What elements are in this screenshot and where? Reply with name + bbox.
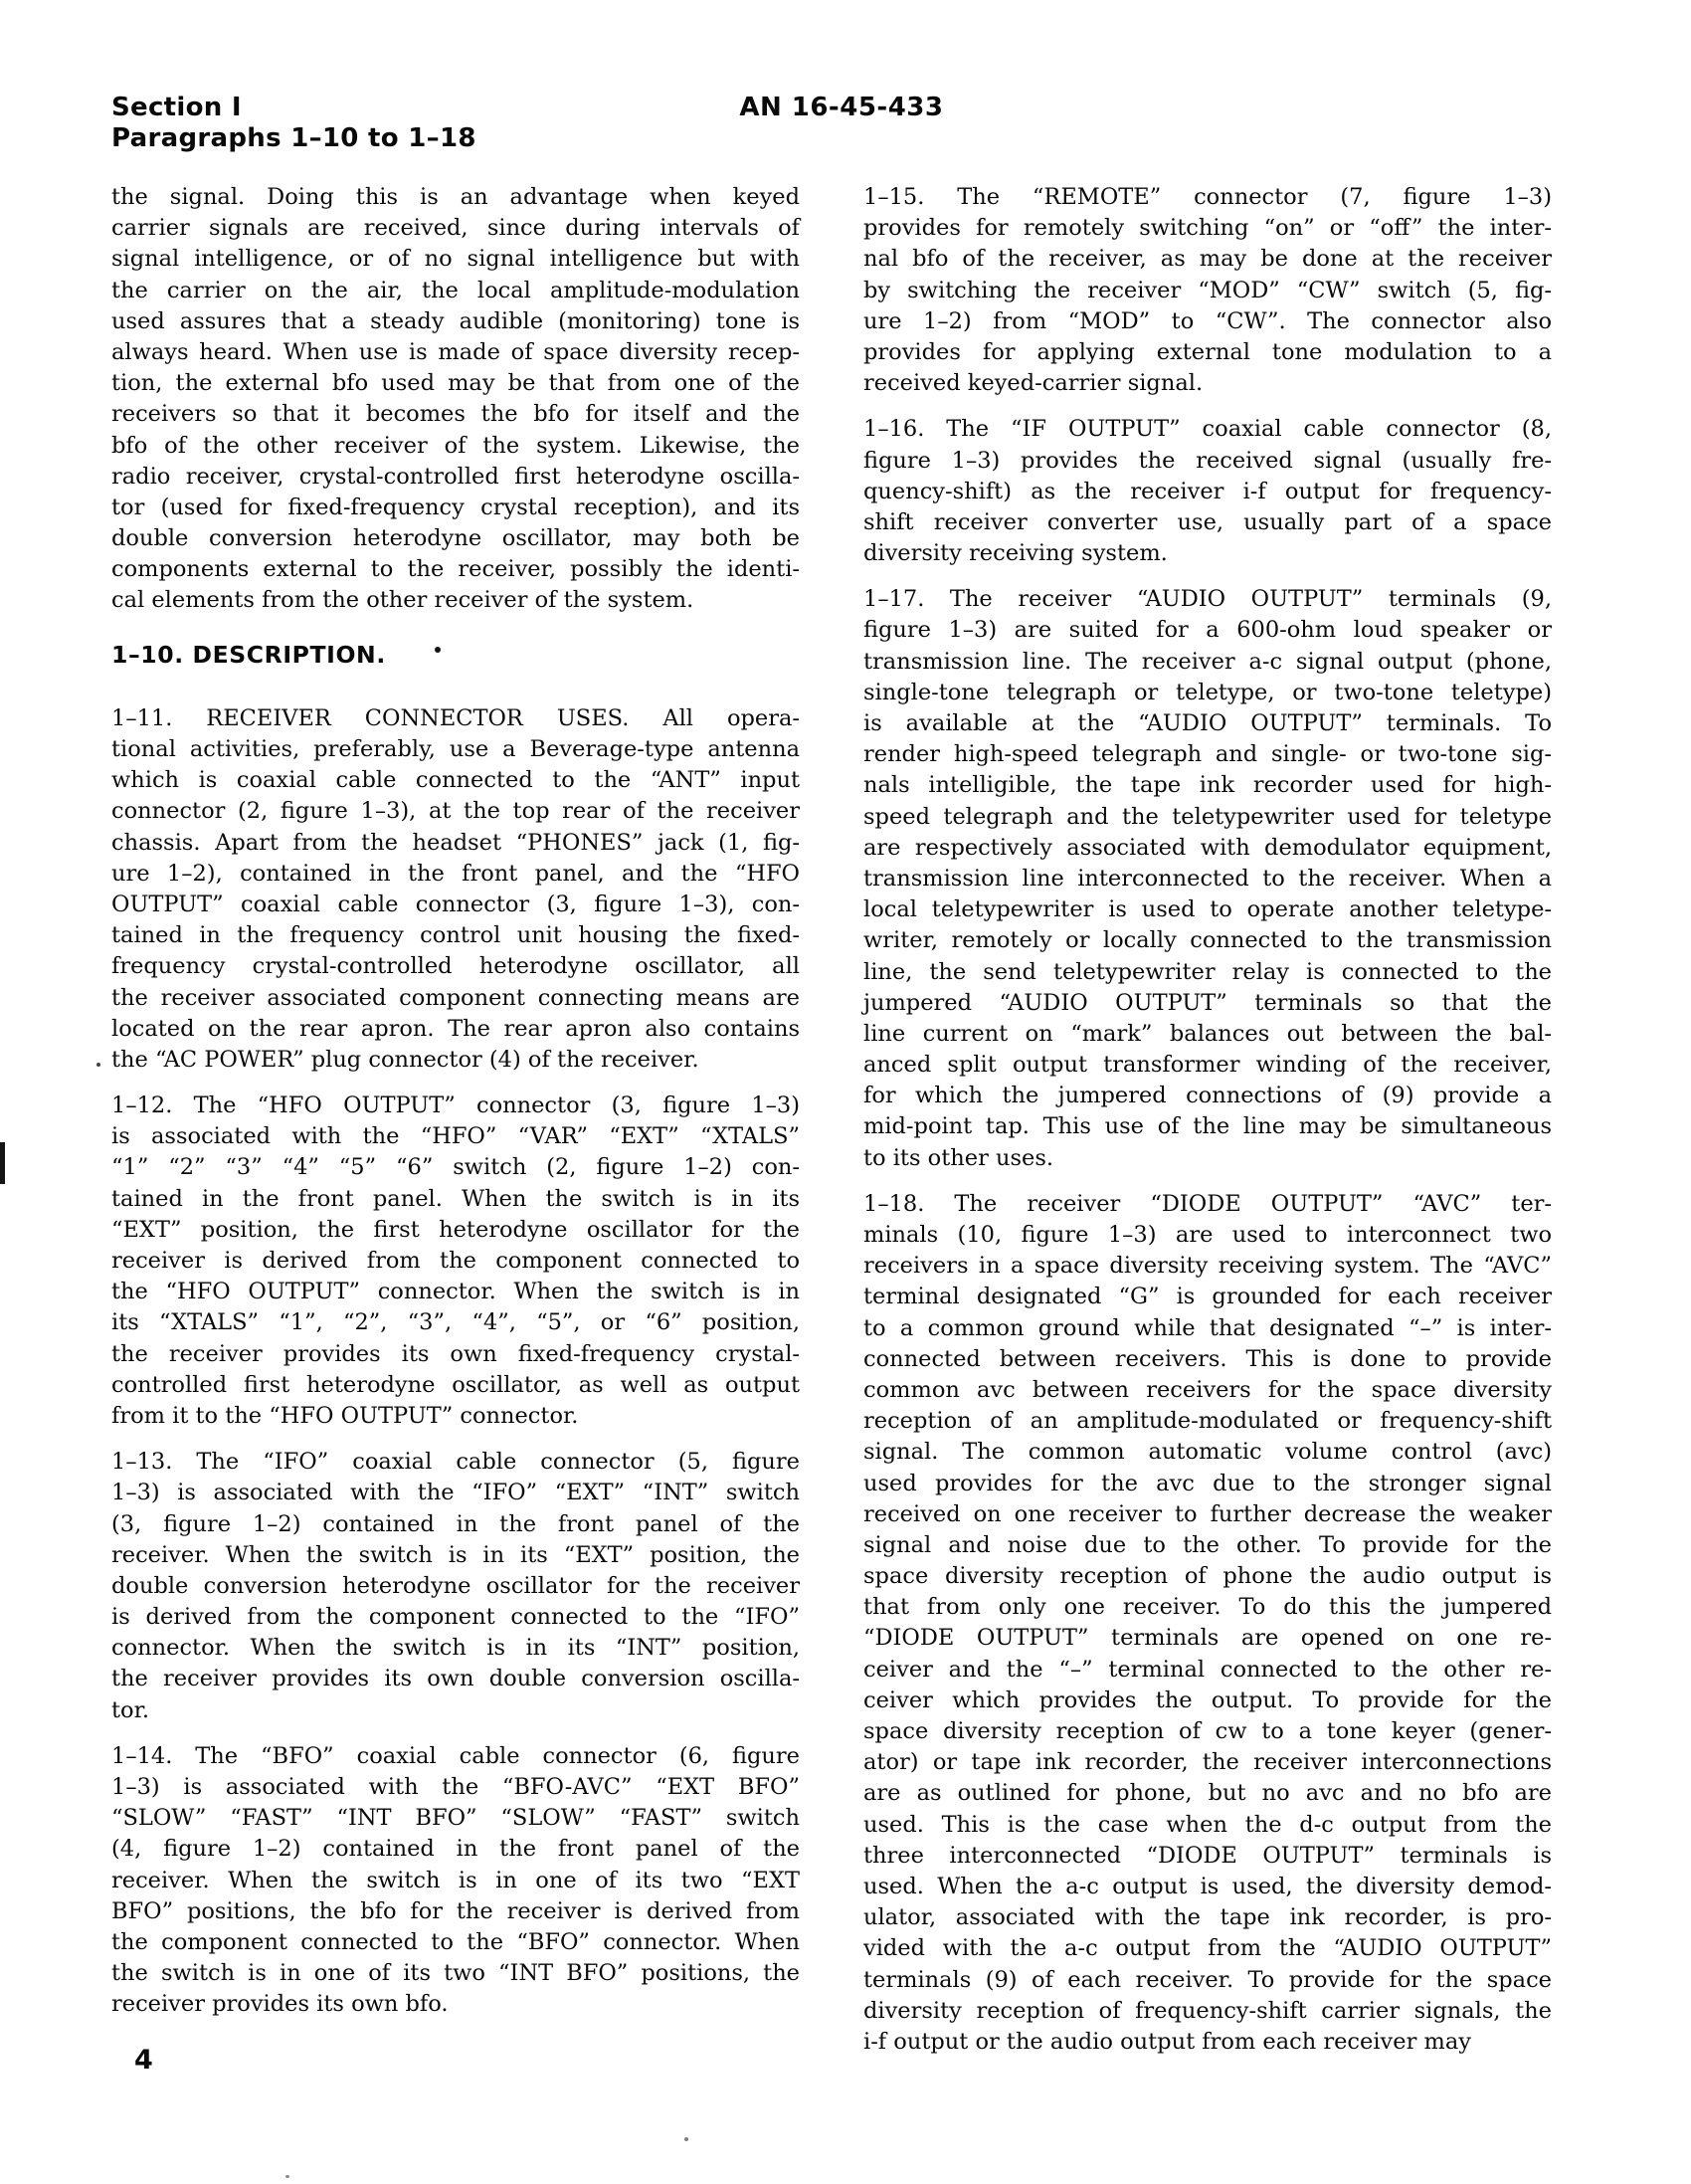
text-line: cal elements from the other receiver of the system. (111, 587, 694, 614)
scan-artifact-dot (96, 1063, 100, 1067)
text-line: terminal designated “G” is grounded for each receiver (863, 1284, 1552, 1310)
text-line: receivers in a space diversity receiving system. The “AVC” (863, 1253, 1552, 1280)
text-line: that from only one receiver. To do this the jumpered (863, 1594, 1552, 1621)
text-line: tained in the frequency control unit housing the fixed- (111, 922, 800, 949)
text-line: bfo of the other receiver of the system. Likewise, the (111, 432, 800, 459)
text-line: OUTPUT” coaxial cable connector (3, figure 1–3), con- (111, 891, 800, 917)
text-line: 1–16. The “IF OUTPUT” coaxial cable connector (8, (863, 416, 1552, 443)
text-line: ure 1–2) from “MOD” to “CW”. The connector also (863, 307, 1552, 334)
paragraph (111, 703, 800, 1076)
text-line: the component connected to the “BFO” connector. When (111, 1928, 800, 1955)
paragraph (111, 182, 800, 617)
text-line: 1–3) is associated with the “IFO” “EXT” “INT” switch (111, 1480, 800, 1506)
text-line: receiver. When the switch is in one of its two “EXT (111, 1867, 800, 1893)
text-line: 1–17. The receiver “AUDIO OUTPUT” terminals (9, (863, 586, 1552, 613)
text-line: always heard. When use is made of space diversity recep- (111, 338, 800, 365)
text-line: connector. When the switch is in its “INT” position, (111, 1635, 800, 1662)
text-line: tion, the external bfo used may be that from one of the (111, 370, 800, 397)
text-line: mid-point tap. This use of the line may be simultaneous (863, 1113, 1552, 1140)
text-line: vided with the a-c output from the “AUDIO OUTPUT” (863, 1935, 1552, 1962)
text-line: nal bfo of the receiver, as may be done at the receiver (863, 246, 1552, 273)
text-line: provides for applying external tone modulation to a (863, 338, 1552, 365)
text-line: 1–13. The “IFO” coaxial cable connector (5, figure (111, 1449, 800, 1476)
text-line: double conversion heterodyne oscillator for the receiver (111, 1572, 800, 1599)
left-column (111, 182, 800, 2073)
text-line: from it to the “HFO OUTPUT” connector. (111, 1402, 579, 1429)
section-title: Section I (111, 93, 242, 122)
text-line: the “AC POWER” plug connector (4) of the receiver. (111, 1046, 699, 1073)
text-line: tor (used for fixed-frequency crystal reception), and its (111, 494, 800, 520)
text-line: figure 1–3) provides the received signal (usually fre- (863, 447, 1552, 474)
paragraph (863, 414, 1552, 569)
text-line: receiver. When the switch is in its “EXT” position, the (111, 1541, 800, 1568)
text-line: tor. (111, 1696, 150, 1723)
text-line: are respectively associated with demodulator equipment, (863, 834, 1552, 861)
text-line: 1–14. The “BFO” coaxial cable connector (6, figure (111, 1742, 800, 1769)
text-line: double conversion heterodyne oscillator, may both be (111, 525, 800, 552)
text-line: space diversity reception of phone the audio output is (863, 1563, 1552, 1590)
text-line: BFO” positions, the bfo for the receiver is derived from (111, 1897, 800, 1924)
text-line: to its other uses. (863, 1144, 1054, 1171)
text-line: components external to the receiver, possibly the identi- (111, 556, 800, 583)
text-line: “SLOW” “FAST” “INT BFO” “SLOW” “FAST” switch (111, 1805, 800, 1832)
text-line: signal intelligence, or of no signal intelligence but with (111, 246, 800, 273)
text-line: are as outlined for phone, but no avc and no bfo are (863, 1780, 1552, 1807)
text-line: located on the rear apron. The rear apron also contains (111, 1015, 800, 1042)
text-line: used. This is the case when the d-c output from the (863, 1811, 1552, 1838)
text-line: to a common ground while that designated “–” is inter- (863, 1314, 1552, 1341)
text-line: for which the jumpered connections of (9) provide a (863, 1083, 1552, 1109)
text-line: 1–11. RECEIVER CONNECTOR USES. All opera- (111, 704, 800, 731)
text-line: line current on “mark” balances out between the bal- (863, 1020, 1552, 1047)
text-line: space diversity reception of cw to a tone keyer (gener- (863, 1718, 1552, 1744)
text-line: reception of an amplitude-modulated or frequency-shift (863, 1408, 1552, 1435)
text-line: figure 1–3) are suited for a 600-ohm loud speaker or (863, 617, 1552, 644)
text-line: diversity receiving system. (863, 540, 1168, 567)
text-line: “EXT” position, the first heterodyne oscillator for the (111, 1216, 800, 1243)
text-line: used assures that a steady audible (monitoring) tone is (111, 307, 800, 334)
text-line: the receiver associated component connecting means are (111, 984, 800, 1011)
text-line: chassis. Apart from the headset “PHONES” jack (1, fig- (111, 829, 800, 856)
paragraph (863, 182, 1552, 399)
page-number: 4 (134, 2045, 153, 2076)
scan-artifact-dot (435, 647, 441, 653)
scan-artifact-dot (684, 2137, 688, 2141)
text-line: carrier signals are received, since during intervals of (111, 215, 800, 242)
text-line: 1–10. DESCRIPTION. (111, 640, 386, 669)
text-line: connected between receivers. This is done to provide (863, 1345, 1552, 1372)
text-line: controlled first heterodyne oscillator, as well as output (111, 1371, 800, 1398)
section-heading (111, 640, 800, 671)
paragraph (863, 1189, 1552, 2058)
paragraph (111, 1741, 800, 2021)
text-line: transmission line. The receiver a-c signal output (phone, (863, 648, 1552, 675)
text-line: shift receiver converter use, usually part of a space (863, 508, 1552, 535)
text-line: single-tone telegraph or teletype, or two-tone teletype) (863, 679, 1552, 705)
text-line: the signal. Doing this is an advantage when keyed (111, 184, 800, 210)
paragraph (111, 1447, 800, 1726)
text-line: is associated with the “HFO” “VAR” “EXT” “XTALS” (111, 1123, 800, 1150)
paragraph (111, 1091, 800, 1432)
text-line: is derived from the component connected to the “IFO” (111, 1604, 800, 1631)
text-line: 1–18. The receiver “DIODE OUTPUT” “AVC” ter- (863, 1190, 1552, 1217)
text-line: three interconnected “DIODE OUTPUT” terminals is (863, 1842, 1552, 1869)
text-line: “1” “2” “3” “4” “5” “6” switch (2, figure 1–2) con- (111, 1154, 800, 1181)
text-line: the carrier on the air, the local amplitude-modulation (111, 277, 800, 303)
text-line: tained in the front panel. When the switch is in its (111, 1185, 800, 1212)
text-line: radio receiver, crystal-controlled first heterodyne oscilla- (111, 463, 800, 490)
text-line: jumpered “AUDIO OUTPUT” terminals so that the (863, 989, 1552, 1016)
text-line: speed telegraph and the teletypewriter used for teletype (863, 803, 1552, 830)
text-line: which is coaxial cable connected to the “ANT” input (111, 767, 800, 794)
text-line: local teletypewriter is used to operate another teletype- (863, 896, 1552, 923)
text-line: signal. The common automatic volume control (avc) (863, 1439, 1552, 1466)
text-line: i-f output or the audio output from each receiver may (863, 2028, 1471, 2055)
scan-artifact-edge-mark (0, 1142, 5, 1184)
text-line: ulator, associated with the tape ink recorder, is pro- (863, 1904, 1552, 1931)
text-line: 1–15. The “REMOTE” connector (7, figure 1–3) (863, 184, 1552, 210)
text-line: transmission line interconnected to the receiver. When a (863, 865, 1552, 892)
text-line: tional activities, preferably, use a Beverage-type antenna (111, 736, 800, 762)
text-line: used. When the a-c output is used, the diversity demod- (863, 1873, 1552, 1899)
paragraph (863, 584, 1552, 1174)
text-line: receivers so that it becomes the bfo for itself and the (111, 401, 800, 428)
text-line: nals intelligible, the tape ink recorder used for high- (863, 772, 1552, 799)
text-line: “DIODE OUTPUT” terminals are opened on one re- (863, 1625, 1552, 1652)
page-header-left (111, 93, 476, 154)
doc-number: AN 16-45-433 (739, 93, 944, 122)
text-line: the receiver provides its own double conversion oscilla- (111, 1666, 800, 1692)
text-line: used provides for the avc due to the stronger signal (863, 1470, 1552, 1496)
paragraph-range: Paragraphs 1–10 to 1–18 (111, 123, 476, 153)
text-line: ceiver which provides the output. To provide for the (863, 1687, 1552, 1713)
text-line: the receiver provides its own fixed-frequency crystal- (111, 1340, 800, 1367)
two-column-text (111, 182, 1552, 2073)
text-line: the “HFO OUTPUT” connector. When the switch is in (111, 1279, 800, 1305)
text-line: common avc between receivers for the space diversity (863, 1376, 1552, 1403)
text-line: 1–3) is associated with the “BFO-AVC” “EXT BFO” (111, 1774, 800, 1800)
text-line: frequency crystal-controlled heterodyne oscillator, all (111, 953, 800, 980)
text-line: received keyed-carrier signal. (863, 370, 1204, 397)
text-line: receiver provides its own bfo. (111, 1991, 449, 2018)
text-line: ator) or tape ink recorder, the receiver interconnections (863, 1749, 1552, 1776)
text-line: render high-speed telegraph and single- or two-tone sig- (863, 741, 1552, 768)
text-line: provides for remotely switching “on” or “off” the inter- (863, 215, 1552, 242)
text-line: its “XTALS” “1”, “2”, “3”, “4”, “5”, or “6” position, (111, 1309, 800, 1336)
text-line: received on one receiver to further decrease the weaker (863, 1500, 1552, 1527)
text-line: signal and noise due to the other. To provide for the (863, 1531, 1552, 1558)
text-line: terminals (9) of each receiver. To provide for the space (863, 1966, 1552, 1993)
text-line: connector (2, figure 1–3), at the top rear of the receiver (111, 798, 800, 825)
text-line: the switch is in one of its two “INT BFO” positions, the (111, 1960, 800, 1987)
text-line: quency-shift) as the receiver i-f output for frequency- (863, 478, 1552, 504)
text-line: receiver is derived from the component connected to (111, 1248, 800, 1274)
right-column (863, 182, 1552, 2073)
text-line: writer, remotely or locally connected to the transmission (863, 927, 1552, 954)
text-line: (3, figure 1–2) contained in the front panel of the (111, 1510, 800, 1537)
text-line: ceiver and the “–” terminal connected to the other re- (863, 1656, 1552, 1683)
text-line: 1–12. The “HFO OUTPUT” connector (3, figure 1–3) (111, 1092, 800, 1119)
text-line: (4, figure 1–2) contained in the front panel of the (111, 1836, 800, 1863)
text-line: by switching the receiver “MOD” “CW” switch (5, fig- (863, 277, 1552, 303)
text-line: is available at the “AUDIO OUTPUT” terminals. To (863, 710, 1552, 736)
text-line: minals (10, figure 1–3) are used to interconnect two (863, 1222, 1552, 1248)
text-line: anced split output transformer winding of the receiver, (863, 1052, 1552, 1079)
text-line: ure 1–2), contained in the front panel, and the “HFO (111, 860, 800, 887)
text-line: line, the send teletypewriter relay is connected to the (863, 958, 1552, 985)
scan-artifact-dot (285, 2175, 289, 2178)
text-line: diversity reception of frequency-shift carrier signals, the (863, 1997, 1552, 2024)
